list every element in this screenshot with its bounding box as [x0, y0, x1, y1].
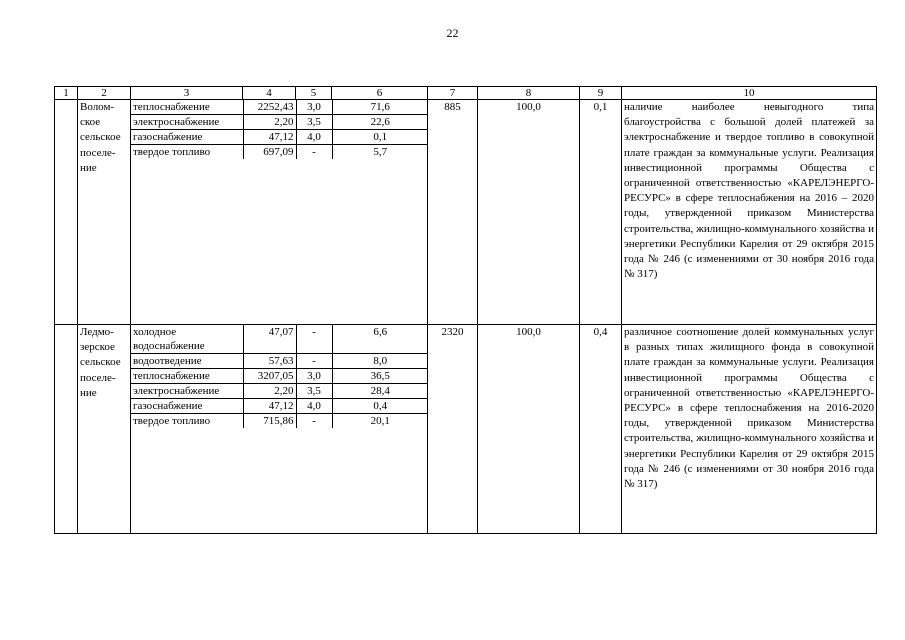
settlement-line: сельское: [80, 131, 121, 144]
header-cell-10: 10: [622, 87, 877, 100]
service-row: [131, 354, 428, 369]
service-row: [131, 369, 428, 384]
settlement-line: Ледмо-: [80, 326, 114, 338]
service-value: 2252,43: [243, 100, 296, 115]
service-value: 2,20: [243, 115, 296, 130]
services-cell: [131, 325, 428, 534]
comment-cell: наличие наиболее невыгодного типа благоустройства с большой долей платежей за электроснабжение и твердое топливо в совокупной плате граждан за коммунальные услуги. Реализация инвестиционной программы Общества с ограниченной ответственностью «КАРЕЛЭНЕРГО-РЕСУРС» в сфере теплоснабжения на 2016 – 2020 годы, утвержденной приказом Министерства строительства, жилищно-коммунального хозяйства и энергетики Республики Карелия от 29 октября 2015 года № 246 (с изменениями от 30 ноября 2016 года № 317): [622, 100, 877, 325]
settlement-line: ние: [80, 161, 97, 174]
header-cell-5: 5: [296, 87, 332, 100]
service-name: электроснабжение: [131, 115, 243, 130]
service-value: 47,12: [243, 130, 296, 145]
service-row: [131, 384, 428, 399]
header-cell-9: 9: [580, 87, 622, 100]
service-row: [131, 414, 428, 429]
service-share: 71,6: [332, 100, 428, 115]
service-name: теплоснабжение: [131, 369, 243, 384]
header-cell-3: 3: [131, 87, 243, 100]
service-value: 57,63: [243, 354, 296, 369]
service-rate: 4,0: [296, 399, 332, 414]
service-row: [131, 145, 428, 160]
table-row: [55, 100, 877, 325]
service-name: газоснабжение: [131, 130, 243, 145]
services-subtable: [131, 100, 428, 159]
service-row: [131, 115, 428, 130]
header-cell-2: 2: [78, 87, 131, 100]
service-value: 697,09: [243, 145, 296, 160]
comment-cell: различное соотношение долей коммунальных услуг в разных типах жилищного фонда в совокупной плате граждан за коммунальные услуги. Реализация инвестиционной программы Общества с ограниченной ответственностью «КАРЕЛЭНЕРГО-РЕСУРС» в сфере теплоснабжения на 2016-2020 годы, утвержденной приказом Министерства строительства, жилищно-коммунального хозяйства и энергетики Республики Карелия от 29 октября 2015 года № 246 (с изменениями от 30 ноября 2016 года № 317): [622, 325, 877, 534]
service-name: твердое топливо: [131, 414, 243, 429]
service-row: [131, 325, 428, 354]
percent-cell: 100,0: [478, 325, 580, 534]
population-cell: 2320: [428, 325, 478, 534]
service-share: 28,4: [332, 384, 428, 399]
service-value: 47,07: [243, 325, 296, 354]
service-value: 47,12: [243, 399, 296, 414]
settlement-line: ние: [80, 386, 97, 399]
service-name: газоснабжение: [131, 399, 243, 414]
header-cell-4: 4: [243, 87, 296, 100]
service-rate: 3,5: [296, 384, 332, 399]
settlement-cell: [78, 325, 131, 534]
row-index-cell: [55, 325, 78, 534]
service-value: 3207,05: [243, 369, 296, 384]
header-cell-7: 7: [428, 87, 478, 100]
service-share: 8,0: [332, 354, 428, 369]
row-index-cell: [55, 100, 78, 325]
service-rate: -: [296, 325, 332, 354]
service-name: холодное водоснабжение: [131, 325, 243, 354]
service-name: электроснабжение: [131, 384, 243, 399]
settlement-cell: [78, 100, 131, 325]
service-rate: -: [296, 414, 332, 429]
percent-cell: 100,0: [478, 100, 580, 325]
service-share: 0,4: [332, 399, 428, 414]
service-name: твердое топливо: [131, 145, 243, 160]
index-cell: 0,4: [580, 325, 622, 534]
header-cell-8: 8: [478, 87, 580, 100]
service-share: 5,7: [332, 145, 428, 160]
header-cell-1: 1: [55, 87, 78, 100]
service-rate: -: [296, 145, 332, 160]
population-cell: 885: [428, 100, 478, 325]
service-rate: -: [296, 354, 332, 369]
services-subtable: [131, 325, 428, 428]
service-share: 6,6: [332, 325, 428, 354]
settlement-line: ское: [80, 116, 101, 129]
service-name: теплоснабжение: [131, 100, 243, 115]
service-row: [131, 130, 428, 145]
service-rate: 3,0: [296, 100, 332, 115]
service-share: 0,1: [332, 130, 428, 145]
settlement-line: сельское: [80, 356, 121, 369]
service-rate: 4,0: [296, 130, 332, 145]
service-rate: 3,5: [296, 115, 332, 130]
services-cell: [131, 100, 428, 325]
settlement-line: поселе-: [80, 371, 116, 384]
header-cell-6: 6: [332, 87, 428, 100]
settlement-line: поселе-: [80, 146, 116, 159]
service-row: [131, 100, 428, 115]
page-number: 22: [446, 26, 459, 40]
settlement-line: Волом-: [80, 101, 115, 113]
table-row: [55, 325, 877, 534]
index-cell: 0,1: [580, 100, 622, 325]
service-value: 715,86: [243, 414, 296, 429]
service-value: 2,20: [243, 384, 296, 399]
tariff-table: [54, 86, 877, 534]
header-row: [55, 87, 877, 100]
service-rate: 3,0: [296, 369, 332, 384]
service-share: 22,6: [332, 115, 428, 130]
service-name: водоотведение: [131, 354, 243, 369]
settlement-line: зерское: [80, 341, 115, 354]
service-row: [131, 399, 428, 414]
service-share: 20,1: [332, 414, 428, 429]
service-share: 36,5: [332, 369, 428, 384]
